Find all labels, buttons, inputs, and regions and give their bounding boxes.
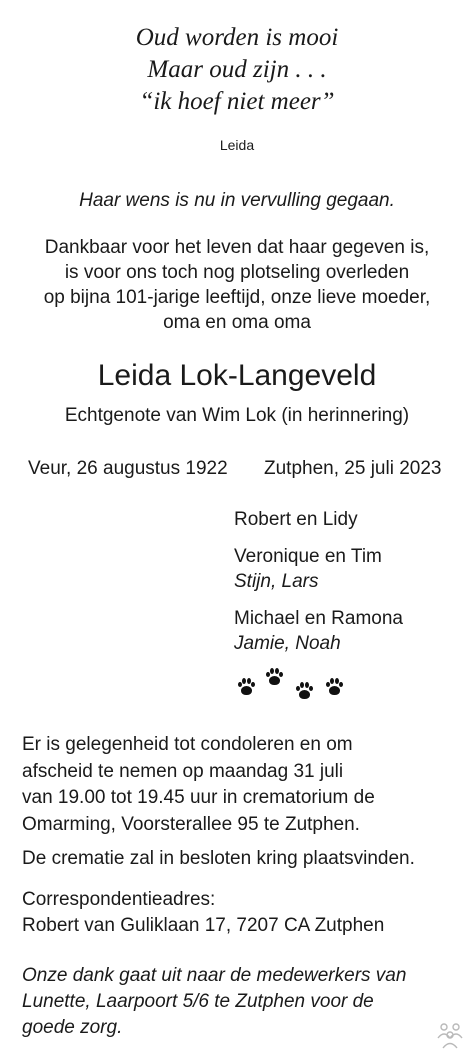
family-member-1: Robert en Lidy: [234, 509, 358, 530]
intro-text: Haar wens is nu in vervulling gegaan.: [79, 190, 395, 211]
grandchildren-3: Jamie, Noah: [234, 633, 341, 654]
cremation-text: De crematie zal in besloten kring plaatsvinden.: [22, 848, 415, 869]
people-group-icon: [434, 1018, 466, 1050]
condolence-line: Omarming, Voorsterallee 95 te Zutphen.: [22, 813, 360, 835]
poem-author: Leida: [219, 137, 255, 153]
death-date: Zutphen, 25 juli 2023: [264, 458, 442, 479]
condolence-line: van 19.00 tot 19.45 uur in crematorium de: [22, 787, 375, 808]
paw-icon: [265, 668, 283, 686]
announcement-line: op bijna 101-jarige leeftijd, onze lieve moeder,: [43, 287, 431, 308]
paw-icon: [295, 682, 313, 700]
deceased-name: Leida Lok-Langeveld: [97, 359, 377, 392]
announcement-line: Dankbaar voor het leven dat haar gegeven is,: [44, 237, 430, 258]
family-member-3: Michael en Ramona: [234, 608, 403, 629]
announcement-line: oma en oma oma: [163, 312, 311, 333]
correspondence-address: Robert van Guliklaan 17, 7207 CA Zutphen: [22, 915, 385, 936]
grandchildren-2: Stijn, Lars: [234, 571, 319, 592]
poem-line: Oud worden is mooi: [135, 24, 339, 51]
announcement-line: is voor ons toch nog plotseling overleden: [64, 262, 410, 283]
poem: [0, 22, 474, 118]
thanks-line: goede zorg.: [22, 1017, 123, 1038]
thanks-line: Lunette, Laarpoort 5/6 te Zutphen voor de: [22, 991, 374, 1012]
paw-icon: [325, 678, 343, 696]
thanks-line: Onze dank gaat uit naar de medewerkers van: [22, 965, 407, 986]
spouse-line: Echtgenote van Wim Lok (in herinnering): [64, 405, 410, 426]
condolence-line: Er is gelegenheid tot condoleren en om: [22, 734, 353, 755]
poem-line: “ik hoef niet meer”: [139, 88, 335, 115]
paw-icon: [237, 678, 255, 696]
condolence-line: afscheid te nemen op maandag 31 juli: [22, 760, 344, 782]
correspondence-label: Correspondentieadres:: [22, 889, 216, 910]
poem-line: Maar oud zijn . . .: [147, 56, 327, 83]
condolence-text: [22, 732, 375, 838]
birth-date: Veur, 26 augustus 1922: [28, 458, 228, 479]
announcement: [0, 235, 474, 335]
paw-prints-icon: [235, 666, 350, 700]
family-member-2: Veronique en Tim: [234, 546, 382, 567]
thanks-text: [22, 963, 406, 1041]
